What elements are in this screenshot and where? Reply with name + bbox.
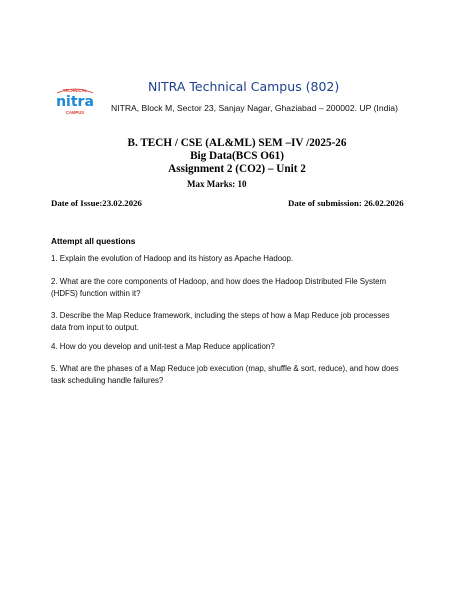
question-line: task scheduling handle failures? — [51, 375, 164, 385]
question-line: 1. Explain the evolution of Hadoop and its history as Apache Hadoop. — [51, 254, 294, 263]
question-line: 3. Describe the Map Reduce framework, including the steps of how a Map Reduce job processes — [51, 311, 390, 320]
logo-text-bottom: CAMPUS — [65, 110, 85, 115]
subject-line: Big Data(BCS O61) — [190, 150, 284, 162]
question-line: 5. What are the phases of a Map Reduce job execution (map, shuffle & sort, reduce), and how does — [51, 364, 399, 373]
logo-text-top: TECHNICAL — [62, 88, 88, 93]
instructions-heading: Attempt all questions — [51, 236, 136, 246]
question-line: data from input to output. — [51, 322, 139, 332]
question-3 — [51, 310, 431, 333]
program-line: B. TECH / CSE (AL&ML) SEM –IV /2025-26 — [127, 137, 347, 149]
question-5 — [51, 363, 431, 386]
date-of-submission: Date of submission: 26.02.2026 — [288, 198, 404, 208]
question-2 — [51, 276, 431, 299]
assignment-line: Assignment 2 (CO2) – Unit 2 — [168, 163, 306, 175]
campus-name: NITRA Technical Campus (802) — [148, 79, 340, 94]
logo-text-main: nitra — [56, 94, 94, 110]
date-of-issue: Date of Issue:23.02.2026 — [51, 198, 142, 208]
question-4 — [51, 341, 431, 353]
nitra-logo — [47, 84, 103, 120]
max-marks: Max Marks: 10 — [187, 179, 247, 189]
question-line: (HDFS) function within it? — [51, 288, 141, 298]
question-1 — [51, 253, 431, 265]
campus-address: NITRA, Block M, Sector 23, Sanjay Nagar, Ghaziabad – 200002. UP (India) — [111, 103, 398, 113]
question-line: 4. How do you develop and unit-test a Map Reduce application? — [51, 342, 275, 351]
question-line: 2. What are the core components of Hadoop, and how does the Hadoop Distributed File System — [51, 277, 387, 286]
